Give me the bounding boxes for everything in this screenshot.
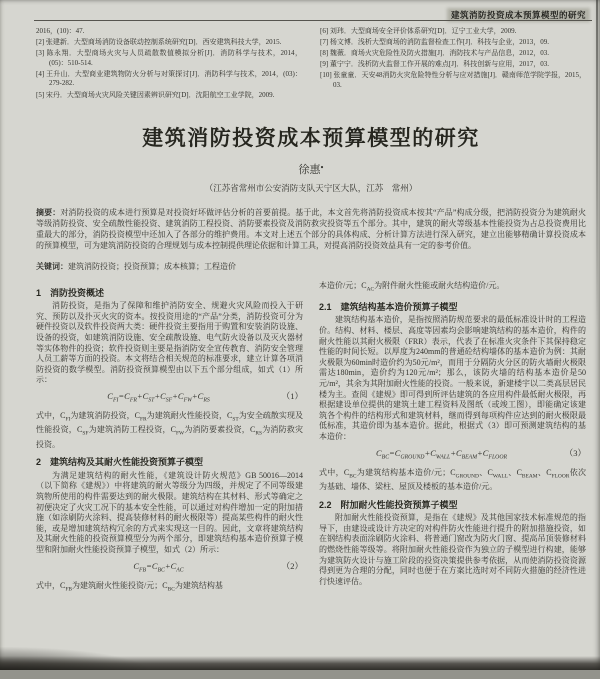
formula-3-expression: $C_{BC}=C_{GROUND}+C_{WALL}+C_{BEAM}+C_{FLOOR}$ [376,447,507,461]
article-author [36,161,586,177]
formula-1 [36,391,303,406]
keywords [36,261,586,272]
section-2-1-heading: 2.1 建筑结构基本造价预算子模型 [319,301,458,312]
section-2-paragraph: 为满足建筑结构的耐火性能，《建筑设计防火规范》GB 50016—2014（以下简称《建规》）中将建筑的耐火等级分为四级，并规定了不同等级建筑物所使用的构件需要达到的耐火极限。建筑结构在其材料、形式等确定之初便决定了火灾工况下的基本安全性能，可以通过对构件增加一定的附加措施（如涂刷防火涂料、提高装修材料的耐火极限等）提高某些构件的耐火性能，或是增加建筑结构冗余的方式来实现这一目的。因此，文章将建筑结构及其耐火性能的投资预算模型分为两个部分，即建筑结构基本造价预算子模型和附加耐火性能投资预算子模型，如式（2）所示： [36,470,303,554]
formula-3-number: （3） [564,447,586,458]
reference-item: 2016，(10)：47. [36,27,85,35]
formula-1-expression: $C_{FI}=C_{FR}+C_{ST}+C_{SF}+C_{FW}+C_{RS}$ [107,391,210,404]
section-2-2-heading: 2.2 附加耐火性能投资预算子模型 [319,499,458,510]
references-right-column [320,27,586,102]
reference-item: [5] 宋丹．大型商场火灾风险关键因素辨识研究[D]．沈阳航空工业学院，2009. [36,90,275,99]
header-rule [34,20,592,21]
formula-2-expression: $C_{FB}=C_{BC}+C_{AC}$ [133,560,184,574]
formula-2-number: （2） [281,560,303,571]
formula-1-explanation: 式中，$C_{FI}$为建筑消防投资，$C_{FR}$为建筑耐火性能投资，$C_{ST}$为安全疏散实现及性能投资，$C_{SF}$为建筑消防工程投资，$C_{FW}$为消防要素投资，$C_{RS}$为消防救灾投资。 [36,411,304,449]
abstract-text: 对消防投资的成本进行预算是对投资好坏做评估分析的首要前提。基于此，本文首先将消防投资成本按其“产品”构成分级，把消防投资分为建筑耐火等级消防投资、安全疏散性能投资、建筑消防工程投资、消防要素投资及消防救灾投资等五个部分。其中，建筑的耐火等级基本性能投资为占总投资费用比重最大的部分，消防投资模型中还加入了各部分的维护费用。本文对上述五个部分的具体构成、分析计算方法进行深入研究，建立出能够精确计算投资成本的预算模型，可为建筑消防投资的合理规划与成本控制提供理论依据和计算工具，对提高消防投资效益具有一定的参考价值。 [36,207,586,250]
article-affiliation: （江苏省常州市公安消防支队天宁区大队，江苏 常州） [204,182,418,193]
reference-item: [2] 张建新．大型商场消防设备联动控制系统研究[D]．西安建筑科技大学，2015. [36,38,282,47]
author-name: 徐惠 [298,163,321,176]
scan-bottom-shadow [0,656,600,670]
formula-2 [36,561,303,576]
scan-bottom-strip [0,670,600,679]
reference-item: [4] 王升山．大型商业建筑物防火分析与对策探讨[J]．消防科学与技术，2014，(03)：279-282. [36,69,302,88]
running-head-title: 建筑消防投资成本预算模型的研究 [450,10,586,20]
references-section [36,27,586,102]
formula-1-number: （1） [281,391,303,401]
reference-item: [6] 刘玮．大型商场安全评价体系研究[D]．辽宁工业大学，2009. [320,27,517,35]
section-2-2-paragraph: 附加耐火性能投资预算，是指在《建规》及其他国家技术标准规范的指导下，由建设或设计方决定的对构件防火性能进行提升的附加措施投资，如在钢结构表面涂刷防火涂料、将普通门窗改为防火门窗、提高吊顶装修材料的燃烧性能等级等。将附加耐火性能投资作为独立的子模型进行构建，能够为建筑防火设计与施工阶段的投资决策提供参考依据，从而使消防投资资源得到更为合理的分配，同时也便于在方案比选时对不同防火措施的经济性进行快速评估。 [319,513,586,586]
body-left-column [36,281,303,595]
section-2-heading: 2 建筑结构及其耐火性能投资预算子模型 [36,457,204,468]
article-title: 建筑消防投资成本预算模型的研究 [142,126,480,150]
reference-item: [7] 杨文博．浅析大型商场的消防监督检查工作[J]．科技与企业，2013，09. [320,38,550,47]
body-columns [36,281,586,595]
formula-2-explanation: 式中，$C_{FB}$为建筑耐火性能投资/元；$C_{BC}$为建筑结构基 [36,580,223,593]
reference-item: [3] 陈永翔．大型商场火灾与人员疏散数值模拟分析[J]．消防科学与技术，2014，(05)：510-514. [36,49,302,67]
section-2-1-paragraph: 建筑结构基本造价，是指按照消防规范要求的最低标准设计时的工程造价。结构、材料、楼层、高度等因素均会影响建筑结构的基本造价，构件的耐火性能以其耐火极限（FRR）表示，代表了在标准火灾条件下其保持稳定性能的时间长短。以厚度为240mm的普通砼结构墙体的基本造价为例：其耐火极限为60min时造价约为50元/m²，而用于分隔防火分区的防火墙耐火极限需达180min，造价约为120元/m²；那么，该防火墙的结构基本造价是50元/m²，其余为其附加耐火性能的投资。一般来说，新建楼宇以二类高层居民楼为主。查阅《建规》即可得到所评估建筑的各应用构件最低耐火极限，再根据建设单位提供的建筑土建工程资料及图纸（或竣工图），即能确定该建筑各个构件的结构形式和建筑材料，继而得到每项构件应达到的耐火极限最低标准，其造价即为基本造价。据此，根据式（3）即可预测建筑结构的基本造价： [319,315,586,441]
section-1-paragraph: 消防投资，是指为了保障和维护消防安全、规避火灾风险而投入于研究、预防以及扑灭火灾的资本。按投资用途的“产品”分类，消防投资可分为硬件投资以及软件投资两大类：硬件投资主要指用于购置和安装消防设施、设备的投资，如建筑消防设施、安全疏散设施、电气防火设备以及灭火器材等实体物件的投资；软件投资则主要是指消防安全宣传教育、消防安全管理人员工薪等方面的投资。本文将结合相关规范的标准要求，建立计算各项消防投资的数学模型。消防投资预算模型由以下五个部分组成，如式（1）所示： [36,301,303,385]
formula-3 [319,448,586,463]
references-left-column [36,27,302,102]
reference-item: [8] 魏薇．商场火灾危险性及防火措施[J]．消防技术与产品信息，2012，03. [320,49,550,58]
scan-edge-shadow [596,0,598,330]
continued-paragraph: 本造价/元；$C_{AC}$为附件耐火性能或耐火结构造价/元。 [319,280,505,293]
body-right-column [319,281,586,588]
formula-3-explanation: 式中，$C_{BC}$为建筑结构基本造价/元；$C_{GROUND}$、$C_{WALL}$、$C_{BEAM}$、$C_{FLOOR}$依次为基础、墙体、梁柱、屋顶及楼板的基本造价/元。 [319,467,586,492]
keywords-label: 关键词： [36,261,68,271]
reference-item: [10] 张童童．天安48消防火灾危险特性分析与应对措施[J]．赣南师范学院学报，2015，03. [320,71,586,89]
section-1-heading: 1 消防投资概述 [36,287,105,298]
reference-item: [9] 董宁宁．浅析防火监督工作开展的难点[J]．科技创新与应用，2017，03. [320,60,550,69]
abstract-label: 摘要： [36,207,61,217]
keywords-text: 建筑消防投资；投资预算；成本核算；工程造价 [68,261,236,271]
page-content [36,27,586,595]
abstract [36,207,586,251]
author-footnote-mark: ● [320,165,324,170]
